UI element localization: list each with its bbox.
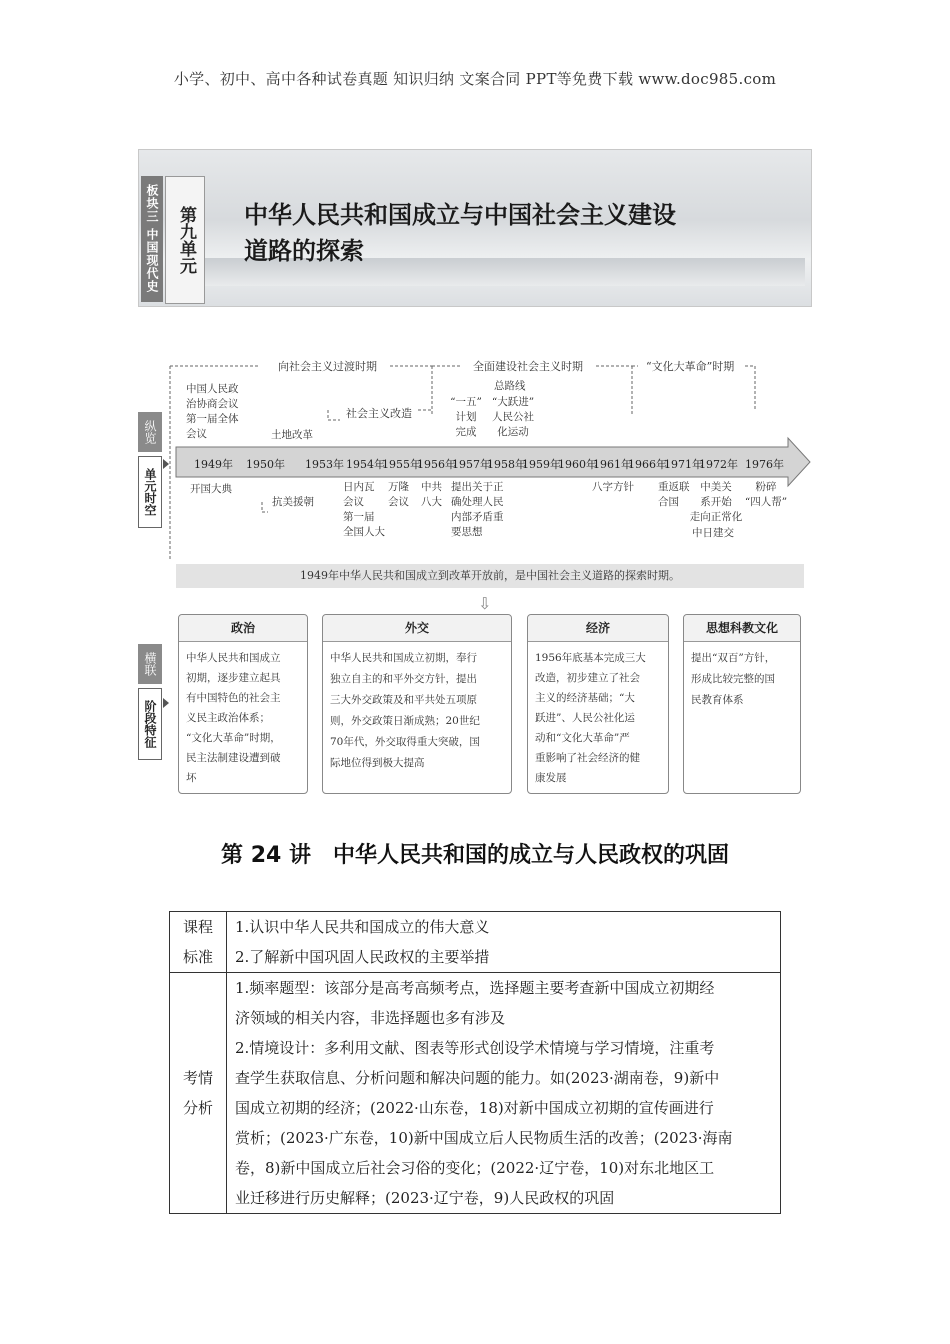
year-label: 1949年 (194, 458, 233, 471)
box-line: 重影响了社会经济的健 (535, 752, 640, 764)
box-line: 独立自主的和平外交方针，提出 (330, 673, 477, 685)
event-bandung (388, 480, 409, 510)
phase-full-construction: 全面建设社会主义时期 (470, 358, 586, 374)
event-geneva (343, 480, 385, 540)
year-label: 1961年 (593, 458, 632, 471)
event-line: 会议 (388, 496, 409, 508)
unit-label: 第九单元 (165, 176, 205, 304)
box-line: 则，外交政策日渐成熟；20世纪 (330, 715, 480, 727)
event-sino-japan: 中日建交 (692, 527, 734, 539)
down-arrow-icon: ⇩ (478, 594, 492, 613)
event-line: 完成 (455, 426, 477, 438)
box-line: 康发展 (535, 772, 567, 784)
box-line: 跃进”、人民公社化运 (535, 712, 635, 724)
event-line: 化运动 (497, 426, 529, 438)
tab-zonglan: 纵览 (138, 412, 162, 452)
cell-line: 查学生获取信息、分析问题和解决问题的能力。如(2023·湖南卷，9)新中 (235, 1069, 720, 1087)
tab-stage-features: 阶段特征 (138, 688, 162, 760)
event-line: 确处理人民 (451, 496, 504, 508)
event-line: 会议 (343, 496, 364, 508)
box-body (323, 642, 511, 780)
phase-socialist-transformation: 社会主义改造 (343, 405, 415, 421)
event-line: “大跃进” (491, 396, 535, 408)
box-line: 主义的经济基础；“大 (535, 692, 635, 704)
cell-line: 1.频率题型：该部分是高考高频考点，选择题主要考查新中国成立初期经 (235, 979, 715, 997)
year-label: 1954年 (346, 458, 385, 471)
box-line: 提出“双百”方针， (691, 652, 776, 664)
cell-line: 济领域的相关内容，非选择题也多有涉及 (235, 1009, 506, 1027)
event-line: 重返联 (658, 481, 690, 493)
box-politics (178, 614, 308, 794)
phase-cultural-revolution: “文化大革命”时期 (643, 358, 737, 374)
year-label: 1957年 (452, 458, 491, 471)
table-cell (227, 973, 781, 1214)
year-label: 1959年 (522, 458, 561, 471)
event-line: 日内瓦 (343, 481, 375, 493)
event-line: 会议 (186, 428, 207, 440)
event-line: 内部矛盾重 (451, 511, 504, 523)
header-line: 课程 (182, 918, 213, 936)
year-label: 1950年 (246, 458, 285, 471)
event-line: 中美关 (700, 481, 732, 493)
box-line: 义民主政治体系； (186, 712, 270, 724)
year-label: 1976年 (745, 458, 784, 471)
cell-line: 业迁移进行历史解释；(2023·辽宁卷，9)人民政权的巩固 (235, 1189, 615, 1207)
cell-line: 卷，8)新中国成立后社会习俗的变化；(2022·辽宁卷，10)对东北地区工 (235, 1159, 715, 1177)
box-line: 初期，逐步建立起具 (186, 672, 281, 684)
tab-arrow-icon (163, 698, 169, 708)
year-label: 1955年 (382, 458, 421, 471)
cell-line: 2.了解新中国巩固人民政权的主要举措 (235, 948, 490, 966)
event-korean-war: 抗美援朝 (272, 496, 314, 508)
table-cell (227, 912, 781, 973)
event-line: 走向正常化 (689, 511, 743, 523)
section-label: 板块三 中国现代史 (141, 176, 163, 302)
table-header-cell (170, 973, 227, 1214)
table-header-cell (170, 912, 227, 973)
box-line: 际地位得到极大提高 (330, 757, 425, 769)
box-line: 中华人民共和国成立 (186, 652, 281, 664)
event-line: 中国人民政 (186, 383, 239, 395)
unit-title-line-1: 中华人民共和国成立与中国社会主义建设 (244, 201, 676, 229)
year-label: 1958年 (487, 458, 526, 471)
event-line: 系开始 (700, 496, 732, 508)
box-line: 三大外交政策及和平共处五项原 (330, 694, 477, 706)
standards-table (169, 911, 781, 1214)
event-line: 第一届 (343, 511, 375, 523)
year-label: 1972年 (699, 458, 738, 471)
event-line: 粉碎 (755, 481, 777, 493)
event-line: 计划 (455, 411, 477, 423)
table-row (170, 912, 781, 973)
year-label: 1966年 (628, 458, 667, 471)
tab-henglian: 横联 (138, 644, 162, 684)
box-line: 动和“文化大革命”严 (535, 732, 630, 744)
box-body (528, 642, 668, 794)
cell-line: 赏析；(2023·广东卷，10)新中国成立后人民物质生活的改善；(2023·海南 (235, 1129, 733, 1147)
event-great-leap (484, 395, 542, 440)
event-founding-ceremony: 开国大典 (190, 483, 232, 495)
unit-title (244, 197, 784, 269)
box-body (179, 642, 307, 794)
box-line: 改造，初步建立了社会 (535, 672, 640, 684)
box-culture (683, 614, 801, 794)
event-gang-of-four (738, 480, 794, 510)
box-diplomacy (322, 614, 512, 794)
box-line: “文化大革命”时期， (186, 732, 281, 744)
phase-transition: 向社会主义过渡时期 (275, 358, 380, 374)
event-line: 全国人大 (343, 526, 385, 538)
event-line: 治协商会议 (186, 398, 239, 410)
event-line: 提出关于正 (451, 481, 504, 493)
event-eighth-congress (421, 480, 442, 510)
event-line: 八大 (421, 496, 442, 508)
event-cppcc (186, 382, 239, 442)
box-line: 形成比较完整的国 (691, 673, 775, 685)
event-land-reform: 土地改革 (271, 429, 313, 441)
box-title: 政治 (179, 615, 307, 642)
cell-line: 2.情境设计：多利用文献、图表等形式创设学术情境与学习情境，注重考 (235, 1039, 715, 1057)
tab-unit-space-time: 单元时空 (138, 456, 162, 528)
box-line: 有中国特色的社会主 (186, 692, 281, 704)
event-line: 中共 (421, 481, 442, 493)
box-line: 民教育体系 (691, 694, 744, 706)
event-line: 第一届全体 (186, 413, 239, 425)
box-line: 中华人民共和国成立初期，奉行 (330, 652, 477, 664)
event-eight-character-policy: 八字方针 (592, 481, 634, 493)
box-line: 1956年底基本完成三大 (535, 652, 646, 664)
box-line: 民主法制建设遭到破 (186, 752, 281, 764)
box-economy (527, 614, 669, 794)
event-contradictions (451, 480, 504, 540)
header-line: 考情 (182, 1069, 213, 1087)
box-title: 经济 (528, 615, 668, 642)
event-line: 万隆 (388, 481, 409, 493)
header-line: 分析 (182, 1099, 213, 1117)
year-label: 1956年 (417, 458, 456, 471)
box-body (684, 642, 800, 717)
event-general-line: 总路线 (494, 380, 526, 392)
header-line: 标准 (182, 948, 213, 966)
table-row (170, 973, 781, 1214)
event-line: “一五” (450, 396, 482, 408)
event-line: 要思想 (451, 526, 483, 538)
box-title: 思想科教文化 (684, 615, 800, 642)
summary-bar: 1949年中华人民共和国成立到改革开放前，是中国社会主义道路的探索时期。 (176, 564, 804, 588)
year-label: 1960年 (558, 458, 597, 471)
lesson-title: 第 24 讲 中华人民共和国的成立与人民政权的巩固 (221, 843, 729, 868)
page-header: 小学、初中、高中各种试卷真题 知识归纳 文案合同 PPT等免费下载 www.doc985.com (173, 70, 777, 88)
event-line: 合国 (658, 496, 679, 508)
box-title: 外交 (323, 615, 511, 642)
year-label: 1953年 (305, 458, 344, 471)
year-label: 1971年 (664, 458, 703, 471)
box-line: 70年代，外交取得重大突破，国 (330, 736, 480, 748)
cell-line: 国成立初期的经济；(2022·山东卷，18)对新中国成立初期的宣传画进行 (235, 1099, 714, 1117)
event-line: “四人帮” (744, 496, 788, 508)
box-line: 坏 (186, 772, 197, 784)
cell-line: 1.认识中华人民共和国成立的伟大意义 (235, 918, 490, 936)
event-line: 人民公社 (492, 411, 534, 423)
unit-title-line-2: 道路的探索 (244, 237, 364, 265)
